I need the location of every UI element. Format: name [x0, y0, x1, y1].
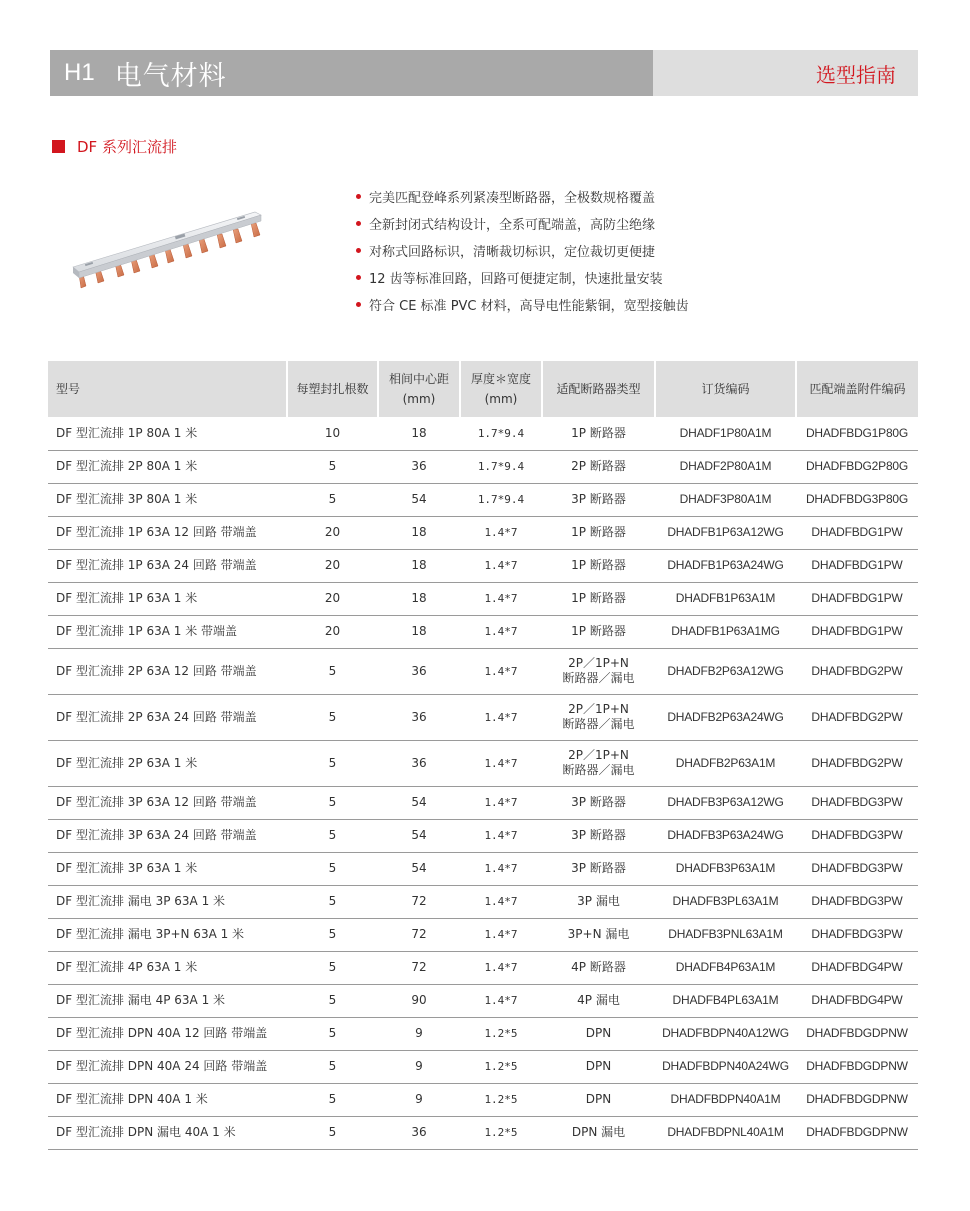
chapter-code: H1: [64, 59, 95, 86]
table-row: [48, 1083, 918, 1116]
cell-order-code: DHADF3P80A1M: [655, 483, 796, 516]
cell-order-code: DHADFB3P63A1M: [655, 852, 796, 885]
cell-size: 1.2*5: [460, 1116, 542, 1149]
cell-model: DF 型汇流排 2P 80A 1 米: [48, 450, 287, 483]
cell-breaker-type: 2P／1P+N 断路器／漏电: [542, 694, 655, 740]
chapter-title: 电气材料: [114, 60, 227, 92]
cell-size: 1.4*7: [460, 984, 542, 1017]
bullet-icon: [356, 221, 361, 226]
table-row: [48, 694, 918, 740]
cell-pitch: 18: [378, 549, 460, 582]
cell-size: 1.4*7: [460, 582, 542, 615]
cell-breaker-type: 3P+N 漏电: [542, 918, 655, 951]
cell-pack-qty: 10: [287, 417, 378, 450]
cell-breaker-type: 1P 断路器: [542, 582, 655, 615]
cell-pitch: 72: [378, 951, 460, 984]
cell-model: DF 型汇流排 2P 63A 1 米: [48, 740, 287, 786]
cell-model: DF 型汇流排 漏电 3P+N 63A 1 米: [48, 918, 287, 951]
table-row: [48, 549, 918, 582]
cell-model: DF 型汇流排 3P 63A 12 回路 带端盖: [48, 786, 287, 819]
cell-pack-qty: 5: [287, 1050, 378, 1083]
cell-model: DF 型汇流排 3P 63A 1 米: [48, 852, 287, 885]
cell-pack-qty: 20: [287, 549, 378, 582]
table-row: [48, 951, 918, 984]
cell-endcap-code: DHADFBDG2PW: [796, 740, 918, 786]
cell-order-code: DHADF1P80A1M: [655, 417, 796, 450]
cell-breaker-type: 3P 断路器: [542, 819, 655, 852]
table-row: [48, 582, 918, 615]
cell-model: DF 型汇流排 1P 80A 1 米: [48, 417, 287, 450]
table-row: [48, 1116, 918, 1149]
cell-pitch: 36: [378, 648, 460, 694]
cell-size: 1.2*5: [460, 1017, 542, 1050]
cell-endcap-code: DHADFBDGDPNW: [796, 1017, 918, 1050]
cell-model: DF 型汇流排 1P 63A 12 回路 带端盖: [48, 516, 287, 549]
cell-endcap-code: DHADFBDG3PW: [796, 885, 918, 918]
cell-order-code: DHADFB3PNL63A1M: [655, 918, 796, 951]
bullet-icon: [356, 248, 361, 253]
cell-size: 1.4*7: [460, 740, 542, 786]
bullet-icon: [356, 302, 361, 307]
cell-size: 1.4*7: [460, 918, 542, 951]
cell-order-code: DHADFB2P63A1M: [655, 740, 796, 786]
cell-pack-qty: 5: [287, 786, 378, 819]
cell-pack-qty: 5: [287, 740, 378, 786]
cell-breaker-type: 3P 断路器: [542, 852, 655, 885]
cell-pitch: 9: [378, 1017, 460, 1050]
cell-order-code: DHADFB4PL63A1M: [655, 984, 796, 1017]
cell-endcap-code: DHADFBDGDPNW: [796, 1083, 918, 1116]
cell-breaker-type: DPN: [542, 1083, 655, 1116]
spec-table: [48, 361, 918, 1150]
cell-endcap-code: DHADFBDG1P80G: [796, 417, 918, 450]
cell-size: 1.7*9.4: [460, 417, 542, 450]
cell-breaker-type: 2P／1P+N 断路器／漏电: [542, 740, 655, 786]
cell-endcap-code: DHADFBDG3PW: [796, 786, 918, 819]
cell-size: 1.4*7: [460, 852, 542, 885]
cell-size: 1.7*9.4: [460, 483, 542, 516]
cell-pack-qty: 5: [287, 918, 378, 951]
cell-breaker-type: 2P／1P+N 断路器／漏电: [542, 648, 655, 694]
col-header-model: 型号: [48, 361, 287, 417]
col-header-breaker-type: 适配断路器类型: [542, 361, 655, 417]
cell-order-code: DHADFB1P63A1M: [655, 582, 796, 615]
table-row: [48, 740, 918, 786]
cell-endcap-code: DHADFBDG1PW: [796, 516, 918, 549]
cell-order-code: DHADFBDPN40A12WG: [655, 1017, 796, 1050]
cell-pack-qty: 5: [287, 1083, 378, 1116]
feature-item: 完美匹配登峰系列紧凑型断路器，全极数规格覆盖: [356, 183, 689, 210]
cell-order-code: DHADFBDPN40A1M: [655, 1083, 796, 1116]
cell-model: DF 型汇流排 1P 63A 1 米 带端盖: [48, 615, 287, 648]
cell-endcap-code: DHADFBDGDPNW: [796, 1050, 918, 1083]
table-row: [48, 648, 918, 694]
busbar-illustration-icon: [65, 190, 285, 300]
cell-breaker-type: 1P 断路器: [542, 516, 655, 549]
cell-pitch: 18: [378, 615, 460, 648]
table-row: [48, 918, 918, 951]
cell-endcap-code: DHADFBDG1PW: [796, 582, 918, 615]
cell-pack-qty: 20: [287, 615, 378, 648]
cell-pack-qty: 5: [287, 450, 378, 483]
cell-pack-qty: 5: [287, 694, 378, 740]
cell-model: DF 型汇流排 DPN 40A 24 回路 带端盖: [48, 1050, 287, 1083]
cell-pitch: 72: [378, 885, 460, 918]
cell-breaker-type: 3P 断路器: [542, 483, 655, 516]
cell-breaker-type: 1P 断路器: [542, 417, 655, 450]
cell-breaker-type: 1P 断路器: [542, 549, 655, 582]
cell-endcap-code: DHADFBDG4PW: [796, 951, 918, 984]
cell-endcap-code: DHADFBDG4PW: [796, 984, 918, 1017]
cell-order-code: DHADFB3P63A12WG: [655, 786, 796, 819]
col-header-pack-qty: 每塑封扎根数: [287, 361, 378, 417]
cell-size: 1.7*9.4: [460, 450, 542, 483]
table-body: [48, 417, 918, 1149]
cell-order-code: DHADFBDPNL40A1M: [655, 1116, 796, 1149]
cell-model: DF 型汇流排 DPN 漏电 40A 1 米: [48, 1116, 287, 1149]
cell-pitch: 36: [378, 694, 460, 740]
section-heading: [52, 136, 177, 157]
cell-order-code: DHADFB3PL63A1M: [655, 885, 796, 918]
cell-breaker-type: 3P 断路器: [542, 786, 655, 819]
cell-pitch: 54: [378, 852, 460, 885]
table-row: [48, 417, 918, 450]
feature-item: 全新封闭式结构设计，全系可配端盖，高防尘绝缘: [356, 210, 689, 237]
table-row: [48, 615, 918, 648]
cell-endcap-code: DHADFBDG3PW: [796, 852, 918, 885]
cell-pitch: 54: [378, 819, 460, 852]
cell-pack-qty: 5: [287, 951, 378, 984]
cell-breaker-type: DPN: [542, 1050, 655, 1083]
table-row: [48, 885, 918, 918]
cell-model: DF 型汇流排 漏电 4P 63A 1 米: [48, 984, 287, 1017]
cell-breaker-type: DPN: [542, 1017, 655, 1050]
cell-size: 1.4*7: [460, 819, 542, 852]
cell-breaker-type: 1P 断路器: [542, 615, 655, 648]
cell-pack-qty: 5: [287, 648, 378, 694]
cell-model: DF 型汇流排 3P 63A 24 回路 带端盖: [48, 819, 287, 852]
cell-size: 1.4*7: [460, 516, 542, 549]
cell-endcap-code: DHADFBDG2P80G: [796, 450, 918, 483]
cell-model: DF 型汇流排 4P 63A 1 米: [48, 951, 287, 984]
guide-label: 选型指南: [816, 62, 896, 87]
col-header-size: 厚度＊宽度(mm): [460, 361, 542, 417]
cell-pitch: 18: [378, 582, 460, 615]
cell-pack-qty: 20: [287, 516, 378, 549]
table-header-row: [48, 361, 918, 417]
cell-model: DF 型汇流排 2P 63A 12 回路 带端盖: [48, 648, 287, 694]
cell-pack-qty: 5: [287, 819, 378, 852]
cell-order-code: DHADFB3P63A24WG: [655, 819, 796, 852]
cell-pitch: 9: [378, 1083, 460, 1116]
bullet-icon: [356, 275, 361, 280]
cell-pitch: 72: [378, 918, 460, 951]
cell-pack-qty: 5: [287, 483, 378, 516]
guide-banner: [653, 50, 918, 96]
cell-order-code: DHADFB1P63A1MG: [655, 615, 796, 648]
cell-breaker-type: 2P 断路器: [542, 450, 655, 483]
cell-pitch: 54: [378, 483, 460, 516]
cell-pitch: 18: [378, 516, 460, 549]
cell-size: 1.4*7: [460, 615, 542, 648]
cell-breaker-type: DPN 漏电: [542, 1116, 655, 1149]
cell-model: DF 型汇流排 1P 63A 1 米: [48, 582, 287, 615]
cell-pitch: 36: [378, 740, 460, 786]
cell-endcap-code: DHADFBDG3PW: [796, 819, 918, 852]
cell-pitch: 9: [378, 1050, 460, 1083]
table-row: [48, 852, 918, 885]
cell-model: DF 型汇流排 2P 63A 24 回路 带端盖: [48, 694, 287, 740]
cell-order-code: DHADFB1P63A24WG: [655, 549, 796, 582]
cell-pitch: 36: [378, 450, 460, 483]
cell-endcap-code: DHADFBDG1PW: [796, 549, 918, 582]
red-square-icon: [52, 140, 65, 153]
cell-pack-qty: 5: [287, 984, 378, 1017]
cell-model: DF 型汇流排 3P 80A 1 米: [48, 483, 287, 516]
cell-model: DF 型汇流排 漏电 3P 63A 1 米: [48, 885, 287, 918]
cell-size: 1.2*5: [460, 1083, 542, 1116]
table-row: [48, 483, 918, 516]
cell-pitch: 90: [378, 984, 460, 1017]
table-row: [48, 786, 918, 819]
cell-size: 1.4*7: [460, 549, 542, 582]
feature-item: 对称式回路标识，清晰裁切标识，定位裁切更便捷: [356, 237, 689, 264]
bullet-icon: [356, 194, 361, 199]
cell-pitch: 18: [378, 417, 460, 450]
cell-size: 1.4*7: [460, 648, 542, 694]
col-header-pitch: 相间中心距(mm): [378, 361, 460, 417]
cell-endcap-code: DHADFBDG2PW: [796, 694, 918, 740]
feature-item: 12 齿等标准回路，回路可便捷定制，快速批量安装: [356, 264, 689, 291]
cell-endcap-code: DHADFBDG1PW: [796, 615, 918, 648]
cell-model: DF 型汇流排 DPN 40A 1 米: [48, 1083, 287, 1116]
cell-pack-qty: 5: [287, 885, 378, 918]
table-row: [48, 984, 918, 1017]
cell-order-code: DHADFB2P63A12WG: [655, 648, 796, 694]
cell-pack-qty: 5: [287, 852, 378, 885]
cell-breaker-type: 3P 漏电: [542, 885, 655, 918]
table-row: [48, 450, 918, 483]
feature-item: 符合 CE 标准 PVC 材料，高导电性能紫铜，宽型接触齿: [356, 291, 689, 318]
cell-pack-qty: 20: [287, 582, 378, 615]
cell-model: DF 型汇流排 1P 63A 24 回路 带端盖: [48, 549, 287, 582]
feature-list: [356, 183, 689, 318]
col-header-endcap-code: 匹配端盖附件编码: [796, 361, 918, 417]
cell-pitch: 54: [378, 786, 460, 819]
cell-order-code: DHADF2P80A1M: [655, 450, 796, 483]
cell-pack-qty: 5: [287, 1116, 378, 1149]
page-header: [50, 50, 918, 96]
cell-size: 1.4*7: [460, 951, 542, 984]
col-header-order-code: 订货编码: [655, 361, 796, 417]
cell-pitch: 36: [378, 1116, 460, 1149]
table-row: [48, 1050, 918, 1083]
section-title: DF 系列汇流排: [77, 138, 177, 156]
cell-order-code: DHADFB4P63A1M: [655, 951, 796, 984]
chapter-banner: [50, 50, 653, 96]
cell-endcap-code: DHADFBDG3PW: [796, 918, 918, 951]
cell-size: 1.4*7: [460, 694, 542, 740]
cell-breaker-type: 4P 漏电: [542, 984, 655, 1017]
cell-size: 1.4*7: [460, 885, 542, 918]
cell-order-code: DHADFBDPN40A24WG: [655, 1050, 796, 1083]
cell-size: 1.2*5: [460, 1050, 542, 1083]
cell-endcap-code: DHADFBDG3P80G: [796, 483, 918, 516]
cell-order-code: DHADFB1P63A12WG: [655, 516, 796, 549]
cell-endcap-code: DHADFBDG2PW: [796, 648, 918, 694]
cell-breaker-type: 4P 断路器: [542, 951, 655, 984]
cell-pack-qty: 5: [287, 1017, 378, 1050]
table-row: [48, 1017, 918, 1050]
cell-size: 1.4*7: [460, 786, 542, 819]
cell-order-code: DHADFB2P63A24WG: [655, 694, 796, 740]
busbar-comb-image: [65, 190, 285, 300]
table-row: [48, 819, 918, 852]
cell-endcap-code: DHADFBDGDPNW: [796, 1116, 918, 1149]
cell-model: DF 型汇流排 DPN 40A 12 回路 带端盖: [48, 1017, 287, 1050]
table-row: [48, 516, 918, 549]
